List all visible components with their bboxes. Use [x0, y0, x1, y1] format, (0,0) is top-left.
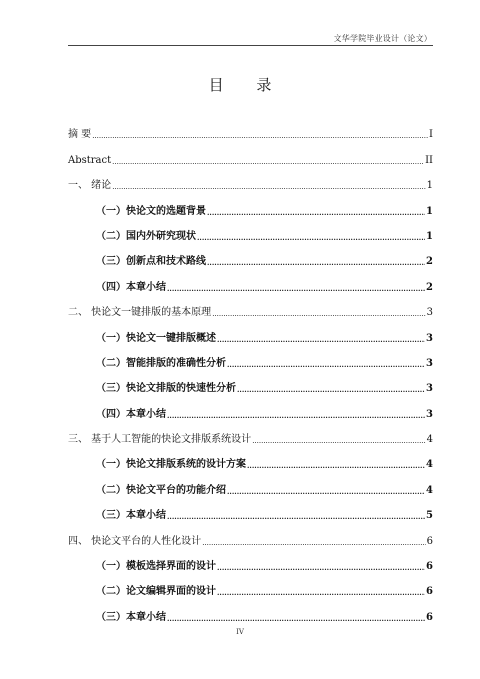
toc-entry-label: （一）快论文的选题背景: [96, 205, 206, 217]
toc-entry-label: （三）本章小结: [96, 510, 166, 522]
toc-subentry[interactable]: [68, 218, 433, 243]
dot-leader: [202, 538, 425, 548]
toc-subentry[interactable]: [68, 573, 433, 598]
dot-leader: [167, 284, 425, 294]
toc-entry-label: 二、 快论文一键排版的基本原理: [68, 307, 212, 319]
toc-entry-page: 2: [426, 281, 433, 293]
toc-entry[interactable]: [68, 522, 433, 547]
dot-leader: [227, 360, 425, 370]
dot-leader: [217, 588, 425, 598]
toc-entry-page: I: [429, 129, 433, 141]
toc-entry-label: （一）模板选择界面的设计: [96, 561, 216, 573]
toc-entry-label: （二）智能排版的准确性分析: [96, 357, 226, 369]
dot-leader: [197, 233, 425, 243]
toc-entry-page: 6: [426, 561, 433, 573]
toc-subentry[interactable]: [68, 192, 433, 217]
table-of-contents: [68, 116, 433, 624]
toc-entry-label: （二）快论文平台的功能介绍: [96, 484, 226, 496]
toc-entry[interactable]: [68, 421, 433, 446]
toc-entry-page: 3: [426, 408, 433, 420]
dot-leader: [207, 208, 425, 218]
toc-entry-page: 1: [426, 180, 433, 192]
dot-leader: [252, 436, 425, 446]
toc-subentry[interactable]: [68, 268, 433, 293]
toc-subentry[interactable]: [68, 395, 433, 420]
dot-leader: [217, 335, 425, 345]
dot-leader: [167, 512, 425, 522]
dot-leader: [92, 131, 428, 141]
dot-leader: [167, 614, 425, 624]
running-header: 文华学院毕业设计（论文）: [333, 34, 432, 43]
toc-entry-page: 5: [426, 510, 433, 522]
dot-leader: [237, 385, 425, 395]
toc-subentry[interactable]: [68, 548, 433, 573]
toc-entry-label: （一）快论文一键排版概述: [96, 332, 216, 344]
toc-entry-page: 6: [426, 586, 433, 598]
toc-entry-page: 2: [426, 256, 433, 268]
toc-entry-label: （二）论文编辑界面的设计: [96, 586, 216, 598]
toc-subentry[interactable]: [68, 370, 433, 395]
toc-entry-page: 4: [426, 459, 433, 471]
toc-entry[interactable]: [68, 141, 433, 166]
toc-subentry[interactable]: [68, 598, 433, 623]
toc-entry-page: 4: [426, 484, 433, 496]
toc-entry-label: 四、 快论文平台的人性化设计: [68, 535, 202, 547]
toc-entry-page: 3: [426, 332, 433, 344]
dot-leader: [207, 258, 425, 268]
toc-entry[interactable]: [68, 167, 433, 192]
toc-entry-label: （二）国内外研究现状: [96, 230, 196, 242]
toc-entry-page: II: [425, 154, 433, 166]
page-title: 目 录: [208, 76, 286, 94]
toc-entry-page: 6: [426, 535, 433, 547]
page-number: IV: [236, 628, 244, 636]
dot-leader: [227, 487, 425, 497]
toc-entry-label: （四）本章小结: [96, 408, 166, 420]
toc-entry-page: 3: [426, 357, 433, 369]
toc-entry-page: 3: [426, 307, 433, 319]
toc-entry-label: 摘 要: [68, 129, 92, 141]
toc-entry-page: 6: [426, 611, 433, 623]
toc-entry-label: （四）本章小结: [96, 281, 166, 293]
toc-entry-page: 3: [426, 383, 433, 395]
toc-subentry[interactable]: [68, 243, 433, 268]
toc-subentry[interactable]: [68, 345, 433, 370]
dot-leader: [217, 563, 425, 573]
toc-entry-page: 1: [426, 205, 433, 217]
dot-leader: [167, 411, 425, 421]
toc-subentry[interactable]: [68, 471, 433, 496]
toc-entry-page: 4: [426, 434, 433, 446]
dot-leader: [112, 182, 425, 192]
toc-entry[interactable]: [68, 294, 433, 319]
toc-subentry[interactable]: [68, 497, 433, 522]
toc-entry-label: 三、 基于人工智能的快论文排版系统设计: [68, 434, 252, 446]
toc-entry-page: 1: [426, 230, 433, 242]
toc-entry-label: （三）本章小结: [96, 611, 166, 623]
toc-entry-label: 一、 绪论: [68, 180, 112, 192]
dot-leader: [212, 309, 425, 319]
toc-entry-label: （一）快论文排版系统的设计方案: [96, 459, 246, 471]
dot-leader: [247, 461, 425, 471]
dot-leader: [112, 157, 424, 167]
toc-entry-label: （三）快论文排版的快速性分析: [96, 383, 236, 395]
toc-subentry[interactable]: [68, 319, 433, 344]
toc-entry-label: （三）创新点和技术路线: [96, 256, 206, 268]
toc-subentry[interactable]: [68, 446, 433, 471]
header-rule: [68, 45, 433, 46]
toc-entry[interactable]: [68, 116, 433, 141]
toc-entry-label: Abstract: [68, 154, 112, 166]
